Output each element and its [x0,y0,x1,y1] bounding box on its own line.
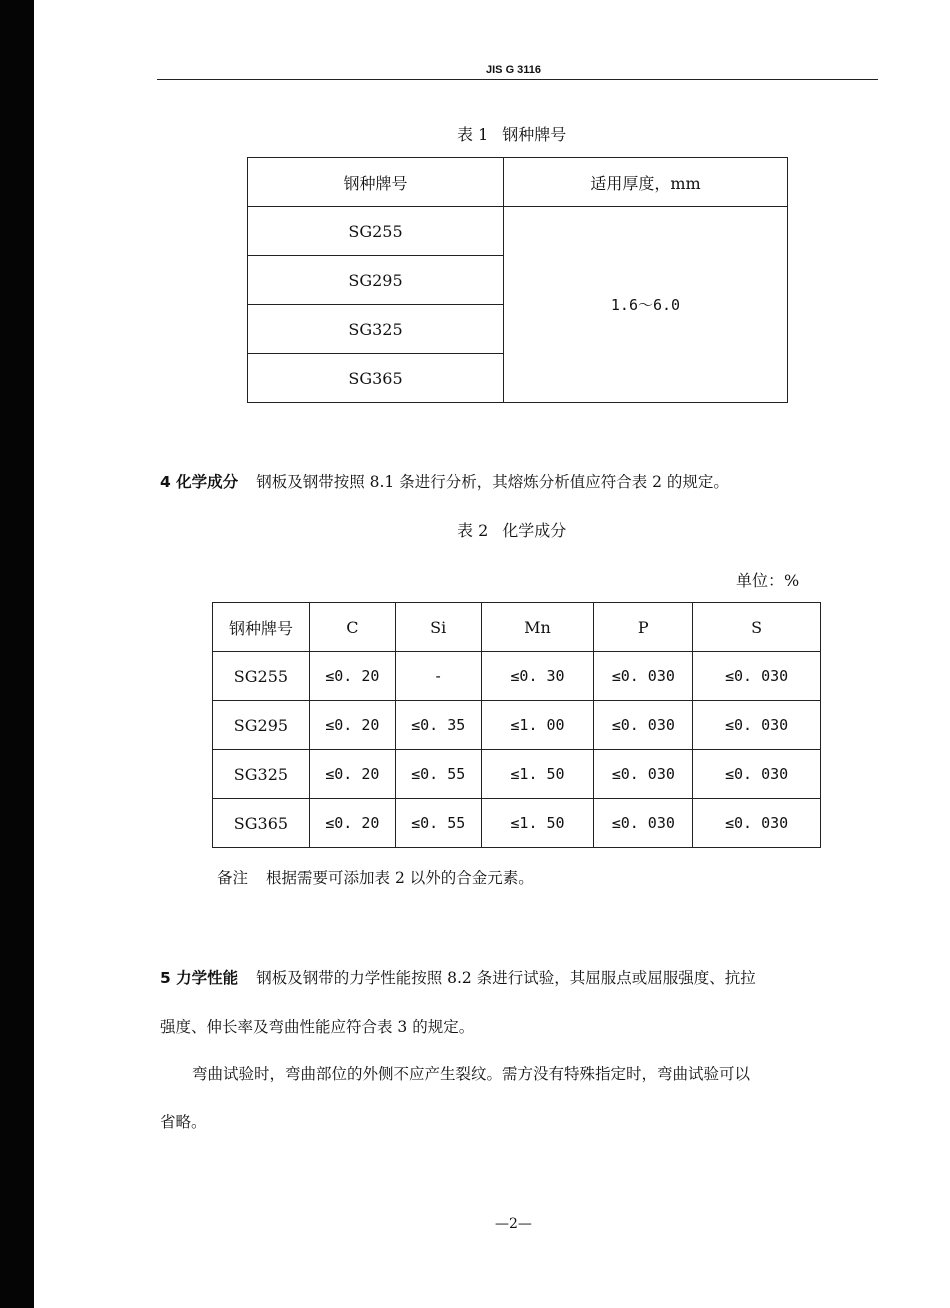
table-row [213,750,821,799]
grade-cell: SG255 [213,652,310,701]
table1-caption-title: 钢种牌号 [502,125,567,144]
header-cell: 适用厚度，mm [504,158,788,207]
value-cell: - [395,652,481,701]
table-row [213,799,821,848]
grade-cell: SG295 [213,701,310,750]
table1-caption-number: 表 1 [457,125,489,144]
value-cell: ≤0. 030 [594,750,693,799]
grade-cell: SG325 [213,750,310,799]
standard-code: JIS G 3116 [486,64,542,76]
value-cell: ≤0. 030 [594,701,693,750]
table-row [213,652,821,701]
value-cell: ≤0. 30 [481,652,594,701]
table-row [248,207,788,256]
table-row [213,701,821,750]
value-cell: ≤1. 50 [481,799,594,848]
value-cell: ≤1. 00 [481,701,594,750]
value-cell: ≤0. 20 [309,701,395,750]
table1-caption [457,122,566,145]
thickness-cell: 1.6～6.0 [504,207,788,403]
header-cell: Si [395,603,481,652]
grade-table [247,157,788,403]
page-number: —2— [495,1216,532,1232]
section4-heading: 4 化学成分 [160,473,239,491]
header-rule [157,79,878,80]
header-cell: 钢种牌号 [248,158,504,207]
value-cell: ≤1. 50 [481,750,594,799]
section4-paragraph [160,470,729,492]
value-cell: ≤0. 030 [594,799,693,848]
header-cell: S [693,603,821,652]
table2-note [217,866,534,888]
note-text: 根据需要可添加表 2 以外的合金元素。 [266,869,534,887]
section4-text: 钢板及钢带按照 8.1 条进行分析，其熔炼分析值应符合表 2 的规定。 [256,473,729,491]
grade-cell: SG295 [248,256,504,305]
section5-line2: 强度、伸长率及弯曲性能应符合表 3 的规定。 [160,1018,475,1036]
grade-cell: SG255 [248,207,504,256]
value-cell: ≤0. 030 [693,799,821,848]
value-cell: ≤0. 20 [309,799,395,848]
chemical-composition-table [212,602,821,848]
grade-cell: SG365 [213,799,310,848]
header-cell: 钢种牌号 [213,603,310,652]
section5-heading: 5 力学性能 [160,969,239,987]
header-cell: C [309,603,395,652]
table2-caption [457,518,566,541]
header-cell: Mn [481,603,594,652]
value-cell: ≤0. 030 [594,652,693,701]
scan-border [0,0,34,1308]
value-cell: ≤0. 35 [395,701,481,750]
header-cell: P [594,603,693,652]
value-cell: ≤0. 030 [693,701,821,750]
value-cell: ≤0. 030 [693,652,821,701]
section5-para2-line1: 弯曲试验时，弯曲部位的外侧不应产生裂纹。需方没有特殊指定时，弯曲试验可以 [192,1065,751,1083]
section5-para2-line2: 省略。 [160,1113,207,1131]
table2-caption-title: 化学成分 [502,521,567,540]
table-row [248,158,788,207]
grade-cell: SG365 [248,354,504,403]
table2-caption-number: 表 2 [457,521,489,540]
value-cell: ≤0. 20 [309,750,395,799]
value-cell: ≤0. 55 [395,799,481,848]
table-row [213,603,821,652]
value-cell: ≤0. 55 [395,750,481,799]
unit-label: 单位：% [736,571,800,590]
section5-paragraph [160,966,756,988]
value-cell: ≤0. 030 [693,750,821,799]
grade-cell: SG325 [248,305,504,354]
note-label: 备注 [217,869,249,887]
section5-line1: 钢板及钢带的力学性能按照 8.2 条进行试验，其屈服点或屈服强度、抗拉 [256,969,756,987]
value-cell: ≤0. 20 [309,652,395,701]
